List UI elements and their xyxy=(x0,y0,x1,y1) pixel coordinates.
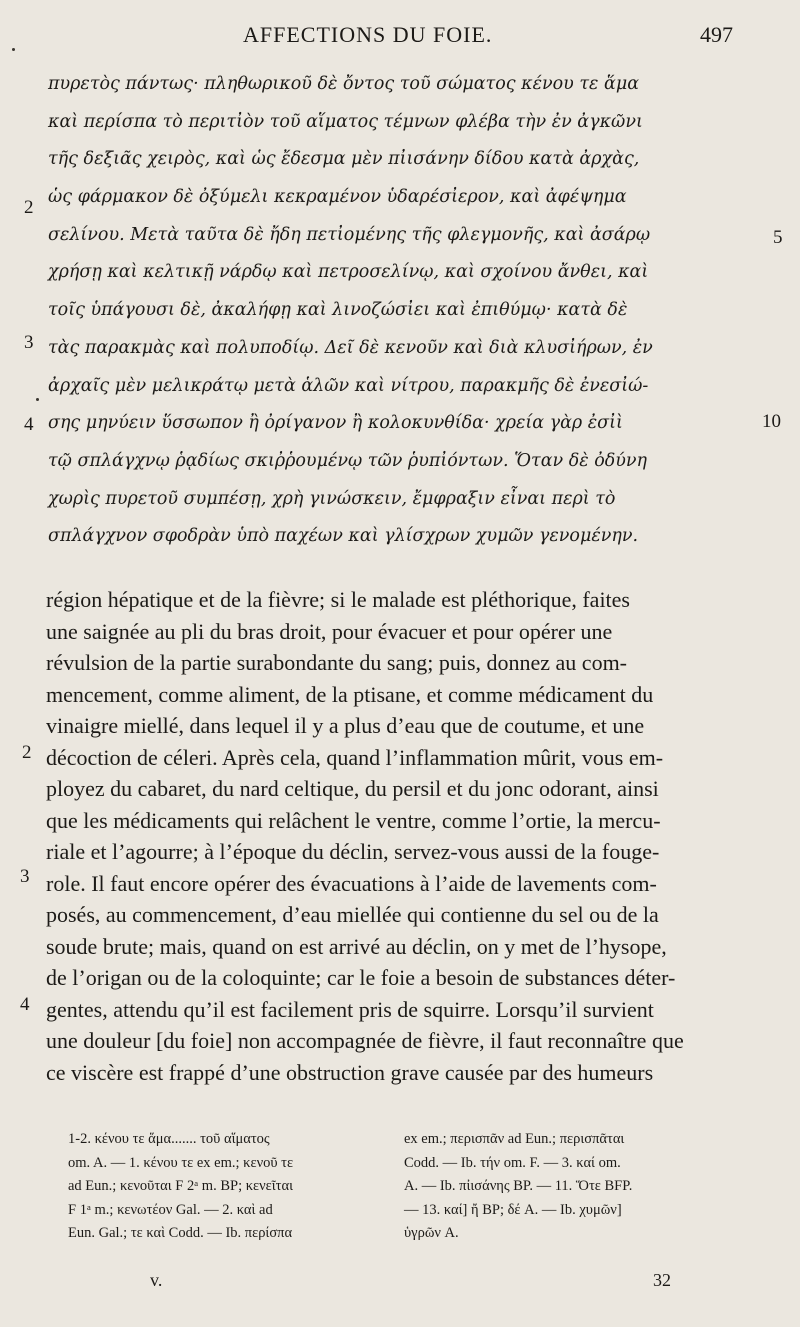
footnote-line: A. — Ib. πἰισάνης BP. — 11. Ὅτε BFP. xyxy=(404,1178,633,1194)
greek-line-count: 5 xyxy=(773,227,783,248)
footnote-line: ad Eun.; κενοῦται F 2ᵃ m. BP; κενεῖται xyxy=(68,1178,293,1194)
greek-line: τῷ σπλάγχνῳ ῥᾳδίως σκιῤῥουμένῳ τῶν ῥυπἰόντων. Ὅταν δὲ ὀδύνη xyxy=(48,450,648,471)
page-number: 497 xyxy=(700,22,733,47)
greek-line: πυρετὸς πάντως· πληθωρικοῦ δὲ ὄντος τοῦ σώματος κένου τε ἅμα xyxy=(48,74,640,94)
french-line: mencement, comme aliment, de la ptisane, et comme médicament du xyxy=(46,681,654,707)
french-text-block xyxy=(46,584,750,1088)
french-line: gentes, attendu qu’il est facilement pris de squirre. Lorsqu’il survient xyxy=(46,996,654,1022)
greek-margin-number: 3 xyxy=(24,332,34,353)
greek-text-block xyxy=(48,66,760,556)
french-line: décoction de céleri. Après cela, quand l’inflammation mûrit, vous em- xyxy=(46,744,664,770)
greek-line: σπλάγχνον σφοδρὰν ὑπὸ παχέων καὶ γλίσχρων χυμῶν γενομένην. xyxy=(48,526,639,547)
greek-line: σης μηνύειν ὕσσωπον ἢ ὀρίγανον ἢ κολοκυνθίδα· χρεία γὰρ ἐσἰὶ xyxy=(48,413,623,434)
french-line: ployez du cabaret, du nard celtique, du persil et du jonc odorant, ainsi xyxy=(46,776,659,801)
french-line: révulsion de la partie surabondante du sang; puis, donnez au com- xyxy=(46,650,628,675)
greek-line: τὰς παρακμὰς καὶ πολυποδίῳ. Δεῖ δὲ κενοῦν καὶ διὰ κλυσἰήρων, ἐν xyxy=(48,337,653,358)
greek-line-count: 10 xyxy=(762,411,781,432)
greek-line: καὶ περίσπα τὸ περιτἰὸν τοῦ αἵματος τέμνων φλέβα τὴν ἐν ἀγκῶνι xyxy=(48,111,643,132)
greek-line: χωρὶς πυρετοῦ συμπέσῃ, χρὴ γινώσκειν, ἔμφραξιν εἶναι περὶ τὸ xyxy=(48,488,616,509)
french-line: de l’origan ou de la coloquinte; car le foie a besoin de substances déter- xyxy=(46,965,676,990)
signature-line xyxy=(0,1270,800,1300)
french-line: role. Il faut encore opérer des évacuations à l’aide de lavements com- xyxy=(46,870,657,896)
greek-line: τοῖς ὑπάγουσι δὲ, ἀκαλήφῃ καὶ λινοζώσἰει καὶ ἐπιθύμῳ· κατὰ δὲ xyxy=(48,300,628,321)
running-title: AFFECTIONS DU FOIE. xyxy=(243,22,493,47)
french-line: région hépatique et de la fièvre; si le malade est pléthorique, faites xyxy=(46,587,630,612)
french-line: riale et l’agourre; à l’époque du déclin, servez-vous aussi de la fouge- xyxy=(46,839,660,864)
french-line: une saignée au pli du bras droit, pour évacuer et pour opérer une xyxy=(46,618,613,644)
running-head xyxy=(0,22,800,52)
footnote-line: ex em.; περισπᾶν ad Eun.; περισπᾶται xyxy=(404,1131,625,1147)
greek-line: ἀρχαῖς μὲν μελικράτῳ μετὰ ἁλῶν καὶ νίτρου, παρακμῆς δὲ ἐνεσἰώ- xyxy=(48,375,649,396)
footnote-line: Codd. — Ib. τήν om. F. — 3. καί om. xyxy=(404,1154,621,1171)
footnote-line: F 1ᵃ m.; κενωτέον Gal. — 2. καὶ ad xyxy=(68,1201,273,1218)
french-line: vinaigre miellé, dans lequel il y a plus d’eau que de coutume, et une xyxy=(46,713,645,738)
greek-line: σελίνου. Μετὰ ταῦτα δὲ ἤδη πετἰομένης τῆς φλεγμονῆς, καὶ ἀσάρῳ xyxy=(48,224,651,245)
french-margin-number: 4 xyxy=(20,994,30,1015)
print-speck xyxy=(36,398,39,401)
greek-margin-number: 4 xyxy=(24,414,34,435)
footnote-line: Eun. Gal.; τε καὶ Codd. — Ib. περίσπα xyxy=(68,1225,293,1241)
greek-line: ὡς φάρμακον δὲ ὀξύμελι κεκραμένον ὑδαρέσἰερον, καὶ ἀφέψημα xyxy=(48,187,627,208)
footnote-line: 1-2. κένου τε ἅμα....... τοῦ αἵματος xyxy=(68,1131,270,1147)
gathering-number: 32 xyxy=(653,1270,671,1290)
french-line: soude brute; mais, quand on est arrivé au déclin, on y met de l’hysope, xyxy=(46,933,667,959)
footnotes-left-column xyxy=(68,1128,388,1246)
greek-line: χρήσῃ καὶ κελτικῇ νάρδῳ καὶ πετροσελίνῳ, καὶ σχοίνου ἄνθει, καὶ xyxy=(48,262,649,283)
french-line: ce viscère est frappé d’une obstruction grave causée par des humeurs xyxy=(46,1059,654,1085)
signature-mark: v. xyxy=(150,1270,163,1290)
footnote-line: — 13. καί] ἤ BP; δέ A. — Ib. χυμῶν] xyxy=(404,1201,622,1218)
footnote-line: om. A. — 1. κένου τε ex em.; κενοῦ τε xyxy=(68,1154,294,1171)
french-line: posés, au commencement, d’eau miellée qui contienne du sel ou de la xyxy=(46,902,659,927)
french-line: que les médicaments qui relâchent le ventre, comme l’ortie, la mercu- xyxy=(46,807,661,833)
print-speck xyxy=(12,48,15,51)
greek-line: τῆς δεξιᾶς χειρὸς, καὶ ὡς ἔδεσμα μὲν πἰισάνην δίδου κατὰ ἀρχὰς, xyxy=(48,149,640,170)
footnotes-right-column xyxy=(404,1128,764,1246)
french-line: une douleur [du foie] non accompagnée de fièvre, il faut reconnaître que xyxy=(46,1028,684,1053)
french-margin-number: 3 xyxy=(20,866,30,887)
greek-margin-number: 2 xyxy=(24,197,34,218)
footnote-line: ὑγρῶν A. xyxy=(404,1225,459,1241)
french-margin-number: 2 xyxy=(22,742,32,763)
